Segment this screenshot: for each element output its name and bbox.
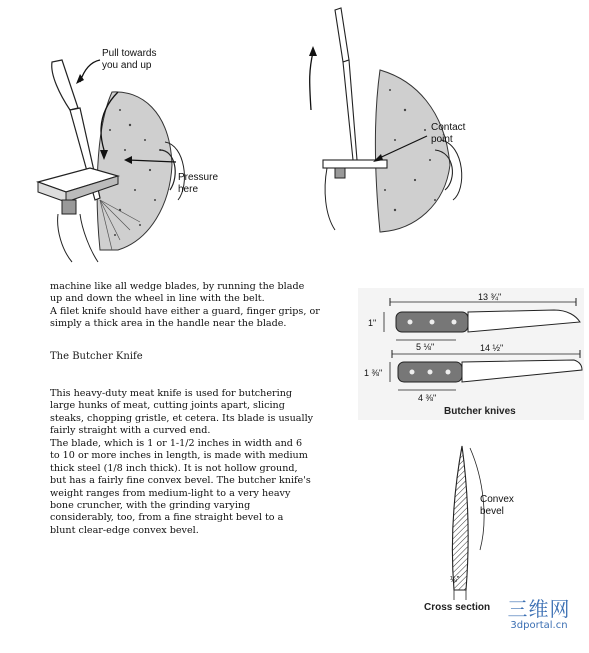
dim-bottom-height: 1 ⅜" [364, 368, 383, 378]
dim-top-height: 1" [368, 318, 377, 328]
butcher-paragraph-2 [50, 438, 340, 537]
label-convex-2: bevel [480, 506, 504, 517]
label-pull-2: you and up [102, 60, 152, 71]
dim-bottom-handle: 4 ⅜" [418, 393, 437, 403]
intro-line: simply a thick area in the handle near the blade. [50, 318, 287, 330]
para-line: to 10 or more inches in length, is made with medium [50, 450, 308, 462]
para-line: but has a fairly fine convex bevel. The butcher knife's [50, 475, 311, 487]
label-pressure-1: Pressure [178, 172, 219, 183]
butcher-paragraph-1 [50, 388, 340, 438]
para-line: thick steel (1/8 inch thick). It is not hollow ground, [50, 462, 298, 474]
para-line: large hunks of meat, cutting joints apart, slicing [50, 400, 285, 412]
para-line: bone cruncher, with the grinding varying [50, 500, 251, 512]
intro-line: A filet knife should have either a guard, finger grips, or [50, 305, 320, 317]
logo-text: 三维网 [507, 597, 571, 621]
butcher-knives-figure [358, 288, 584, 420]
knife-drawing [335, 8, 357, 160]
label-pull-1: Pull towards [102, 48, 157, 59]
para-line: steaks, chopping gristle, et cetera. Its blade is usually [50, 412, 314, 424]
para-line: This heavy-duty meat knife is used for butchering [50, 388, 293, 399]
label-thickness: ⅛" [450, 575, 460, 584]
intro-paragraph [50, 281, 355, 331]
grinding-wheel [97, 92, 184, 250]
dim-bottom-length: 14 ½" [480, 343, 504, 353]
dim-top-handle: 5 ⅛" [416, 342, 435, 352]
intro-line: machine like all wedge blades, by running the blade [50, 281, 305, 292]
grinding-wheel-illustration-left [0, 0, 245, 265]
intro-line: up and down the wheel in line with the belt. [50, 293, 265, 305]
watermark-logo [496, 598, 582, 638]
para-line: The blade, which is 1 or 1-1/2 inches in width and 6 [50, 438, 303, 449]
para-line: blunt clear-edge convex bevel. [50, 524, 199, 536]
blade-cross-section [452, 446, 468, 590]
dim-top-length: 13 ¾" [478, 292, 502, 302]
cross-section-figure [410, 440, 530, 615]
para-line: considerably, too, from a fine straight bevel to a [50, 512, 284, 524]
site-text: 3dportal.cn [510, 620, 568, 631]
para-line: weight ranges from medium-light to a very heavy [50, 487, 291, 499]
label-pressure-2: here [178, 184, 199, 195]
cross-section-caption: Cross section [424, 602, 491, 613]
label-convex-1: Convex [480, 494, 514, 505]
para-line: fairly straight with a curved end. [50, 425, 211, 437]
label-contact-2: point [431, 134, 453, 145]
section-heading: The Butcher Knife [50, 351, 143, 362]
butcher-caption: Butcher knives [444, 406, 516, 417]
grinding-wheel [375, 70, 461, 232]
grinding-wheel-illustration-right [295, 0, 475, 240]
label-contact-1: Contact [431, 122, 466, 133]
